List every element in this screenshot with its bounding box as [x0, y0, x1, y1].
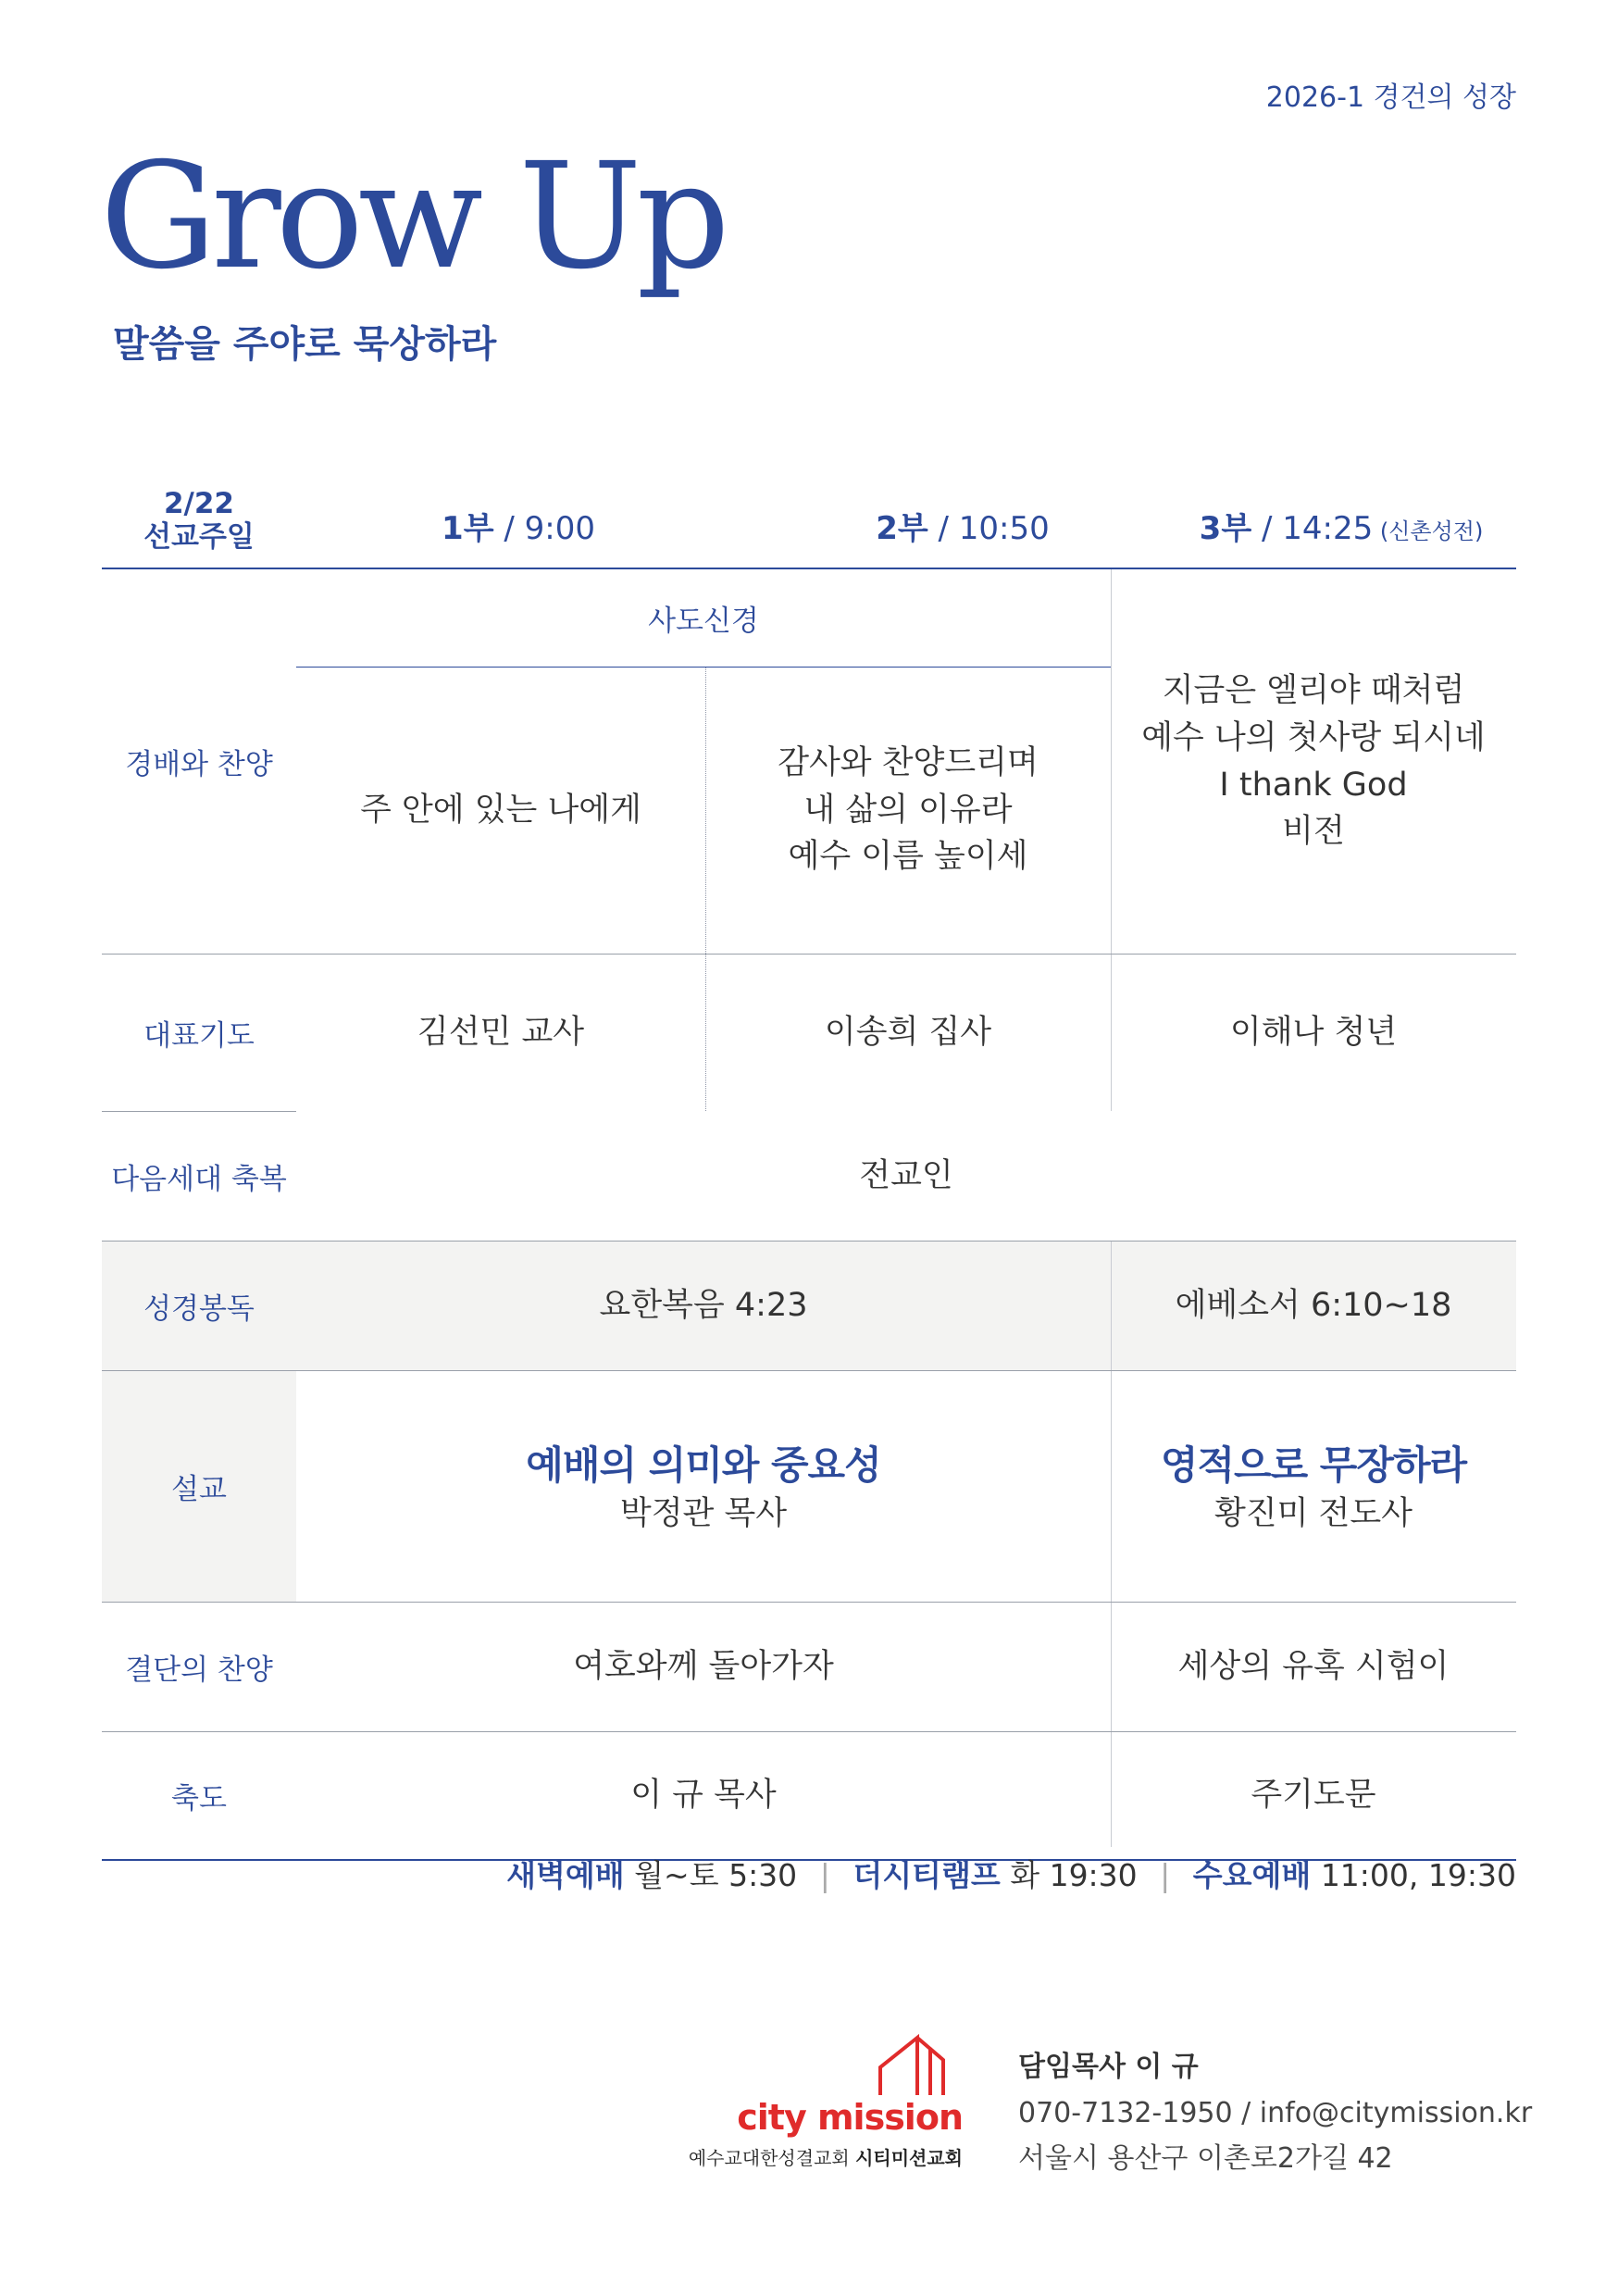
service-time: 11:00, 19:30 [1320, 1857, 1516, 1893]
song-title: 예수 이름 높이세 [788, 838, 1028, 876]
service-name: 새벽예배 [506, 1857, 625, 1893]
service-order-table [102, 468, 1516, 1847]
church-name: 시티미션교회 [855, 2147, 963, 2169]
hymn-service-1-2: 여호와께 돌아가자 [573, 1647, 834, 1685]
hymn-service-3: 세상의 유혹 시험이 [1177, 1647, 1450, 1685]
denomination: 예수교대한성결교회 [688, 2147, 850, 2169]
date: 2/22 [163, 487, 235, 520]
row-label-benediction: 축도 [171, 1781, 227, 1816]
row-label-blessing: 다음세대 축복 [111, 1162, 287, 1196]
service-name: 수요예배 [1192, 1857, 1312, 1893]
separator: | [819, 1857, 830, 1893]
worship-songs-service-3 [1111, 569, 1516, 954]
sermon-title: 영적으로 무장하라 [1160, 1441, 1467, 1488]
table-body [102, 569, 1516, 1847]
service-part: 2부 [876, 510, 928, 547]
song-title: 비전 [1282, 813, 1345, 851]
service-1-header [398, 503, 639, 548]
song-title: 내 삶의 이유라 [803, 791, 1013, 829]
service-name: 더시티램프 [853, 1857, 1001, 1893]
row-label-worship: 경배와 찬양 [125, 748, 273, 781]
service-note: (신촌성전) [1373, 518, 1484, 544]
worship-songs-service-1 [296, 667, 705, 954]
logo-wordmark: city mission [737, 2097, 963, 2138]
song-title: 주 안에 있는 나에게 [360, 791, 641, 829]
service-time: / 14:25 [1251, 510, 1374, 547]
table-header [102, 468, 1516, 569]
service-time: 화 19:30 [1010, 1857, 1138, 1893]
church-subtitle [689, 2143, 963, 2170]
senior-pastor: 담임목사 이 규 [1018, 2051, 1199, 2083]
service-time: / 10:50 [927, 510, 1050, 547]
preacher: 박정관 목사 [619, 1494, 788, 1532]
church-logo [662, 2032, 963, 2169]
worship-songs-service-2 [705, 667, 1111, 954]
service-time: / 9:00 [493, 510, 595, 547]
benediction-service-1-2: 이 규 목사 [630, 1776, 777, 1814]
service-2-header [768, 503, 1157, 548]
building-icon [873, 2032, 965, 2097]
sermon-service-3 [1111, 1370, 1516, 1602]
row-label-sermon: 설교 [171, 1472, 227, 1506]
separator: | [1160, 1857, 1171, 1893]
prayer-service-2: 이송희 집사 [824, 1013, 992, 1051]
day-name: 선교주일 [143, 519, 255, 554]
date-cell [102, 488, 296, 554]
creed-label: 사도신경 [648, 605, 759, 638]
benediction-service-3: 주기도문 [1251, 1776, 1376, 1814]
service-part: 3부 [1199, 510, 1252, 547]
service-time: 월~토 5:30 [634, 1857, 798, 1893]
service-3-header [1166, 503, 1516, 548]
reading-service-3: 에베소서 6:10~18 [1175, 1286, 1452, 1324]
song-title: I thank God [1219, 766, 1408, 804]
prayer-service-3: 이해나 청년 [1229, 1013, 1398, 1051]
row-label-reading: 성경봉독 [143, 1292, 255, 1326]
preacher: 황진미 전도사 [1214, 1494, 1413, 1532]
address: 서울시 용산구 이촌로2가길 42 [1018, 2142, 1393, 2175]
phone-email: 070-7132-1950 / info@citymission.kr [1018, 2096, 1533, 2129]
song-title: 예수 나의 첫사랑 되시네 [1141, 718, 1486, 756]
row-label-hymn: 결단의 찬양 [125, 1653, 273, 1687]
song-title: 감사와 찬양드리며 [778, 743, 1039, 781]
series-label: 2026-1 경건의 성장 [1265, 81, 1516, 114]
service-part: 1부 [442, 510, 494, 547]
row-label-prayer: 대표기도 [143, 1018, 255, 1053]
church-contact [1018, 2044, 1532, 2182]
song-title: 지금은 엘리야 때처럼 [1162, 672, 1465, 709]
sermon-title: 예배의 의미와 중요성 [526, 1441, 881, 1488]
page-subtitle: 말씀을 주야로 묵상하라 [113, 323, 497, 366]
reading-service-1-2: 요한복음 4:23 [599, 1286, 808, 1324]
weekday-services [506, 1852, 1516, 1895]
blessing-value: 전교인 [296, 1111, 1516, 1241]
prayer-service-1: 김선민 교사 [417, 1013, 585, 1051]
page-title: Grow Up [100, 131, 725, 302]
sermon-service-1-2 [296, 1370, 1111, 1602]
